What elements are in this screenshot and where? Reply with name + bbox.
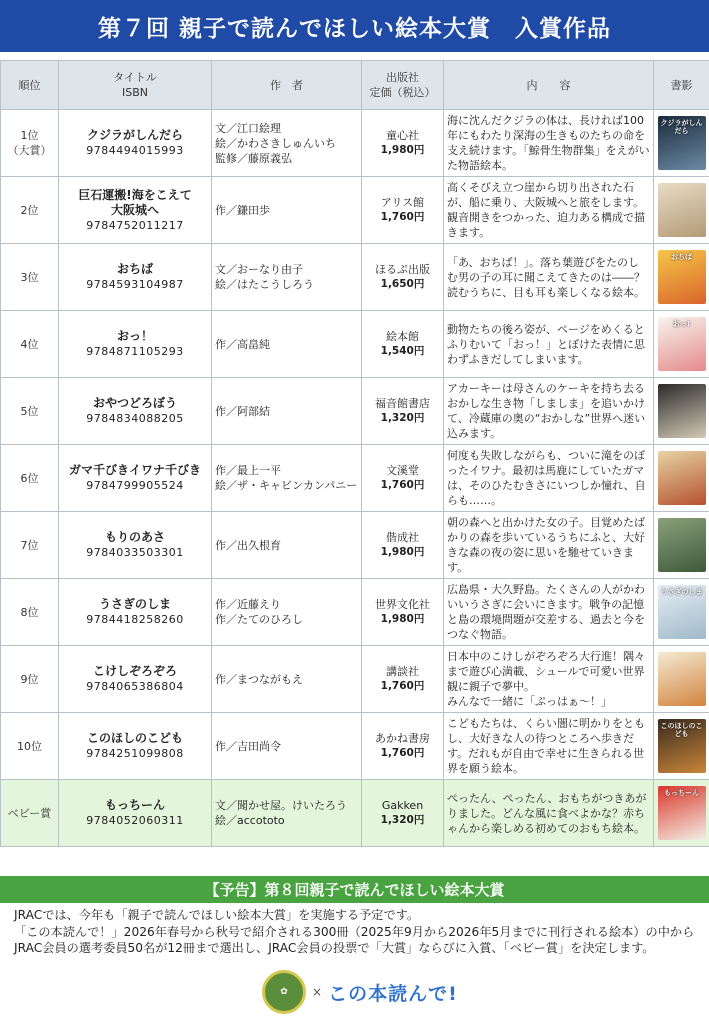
table-row: [1, 445, 709, 512]
cover-cell: [654, 177, 709, 244]
book-publisher: 偕成社: [386, 531, 419, 544]
rank-cell: [1, 311, 59, 378]
book-isbn: 9784834088205: [86, 412, 184, 425]
book-isbn: 9784065386804: [86, 680, 184, 693]
description-cell: [444, 311, 654, 378]
table-row: [1, 512, 709, 579]
title-cell: [59, 110, 212, 177]
cover-cell: [654, 110, 709, 177]
title-cell: [59, 512, 212, 579]
book-title: おっ！: [116, 329, 153, 343]
rank-text: 2位: [20, 203, 39, 217]
description-cell: [444, 110, 654, 177]
cover-cell: [654, 780, 709, 847]
author-cell: [212, 713, 362, 780]
cover-cell: [654, 378, 709, 445]
book-title: おちば: [116, 262, 153, 276]
table-row: [1, 177, 709, 244]
book-price: 1,650円: [380, 278, 425, 290]
title-cell: [59, 177, 212, 244]
jrac-emblem-icon: ✿: [262, 970, 306, 1014]
book-author: 文／聞かせ屋。けいたろう 絵／accototo: [215, 799, 347, 827]
header-title-label: タイトル: [113, 71, 157, 84]
cover-cell: [654, 579, 709, 646]
rank-cell: [1, 512, 59, 579]
publisher-cell: [362, 311, 444, 378]
publisher-cell: [362, 445, 444, 512]
book-publisher: 世界文化社: [375, 598, 430, 611]
book-cover-image: [658, 116, 706, 170]
book-cover-title: このほしのこども: [660, 722, 703, 738]
header-price-label: 定価（税込）: [369, 86, 436, 99]
book-publisher: 絵本館: [386, 330, 419, 343]
description-cell: [444, 579, 654, 646]
description-cell: [444, 244, 654, 311]
author-cell: [212, 311, 362, 378]
rank-text: 10位: [17, 739, 42, 753]
book-cover-image: [658, 317, 706, 371]
header-publisher: [362, 61, 444, 110]
announcement-line-2: 「この本読んで！」2026年春号から秋号で紹介される300冊（2025年9月から2026年5月までに刊行される絵本）の中からJRAC会員の選考委員50名が12冊まで選出し、JRAC会員の投票で「大賞」ならびに入賞、「ベビー賞」を決定します。: [14, 924, 695, 955]
description-cell: [444, 445, 654, 512]
book-cover-title: おちば: [671, 253, 692, 261]
cover-cell: [654, 311, 709, 378]
rank-cell: [1, 378, 59, 445]
book-description: 日本中のこけしがぞろぞろ大行進！隅々まで遊び心満載、シュールで可愛い世界観に親子で夢中。 みんなで一緒に「ぷっはぁ～！」: [447, 650, 645, 708]
author-cell: [212, 177, 362, 244]
book-cover-image: [658, 384, 706, 438]
book-title: このほしのこども: [86, 731, 183, 745]
rank-cell: [1, 713, 59, 780]
rank-text: 7位: [20, 538, 39, 552]
book-isbn: 9784052060311: [86, 814, 184, 827]
book-author: 作／高畠純: [215, 337, 270, 351]
rank-cell: [1, 579, 59, 646]
table-row: [1, 378, 709, 445]
rank-text: 8位: [20, 605, 39, 619]
book-author: 文／江口絵理 絵／かわさきしゅんいち 監修／藤原義弘: [215, 121, 336, 165]
publisher-cell: [362, 177, 444, 244]
book-cover-title: うさぎのしま: [660, 588, 703, 596]
rank-text: ベビー賞: [7, 806, 52, 820]
publisher-cell: [362, 780, 444, 847]
title-cell: [59, 378, 212, 445]
header-rank: 順位: [1, 61, 59, 110]
book-cover-image: [658, 585, 706, 639]
footer-logos: [262, 968, 462, 1016]
page-title: 第７回 親子で読んでほしい絵本大賞 入賞作品: [0, 0, 709, 52]
title-cell: [59, 646, 212, 713]
book-description: 海に沈んだクジラの体は、長ければ100年にもわたり深海の生きものたちの命を支え続けます。「鯨骨生物群集」をえがいた物語絵本。: [447, 114, 650, 172]
book-cover-title: もっちーん: [664, 789, 699, 797]
header-title: [59, 61, 212, 110]
publisher-cell: [362, 579, 444, 646]
book-author: 作／阿部結: [215, 404, 270, 418]
book-isbn: 9784799905524: [86, 479, 184, 492]
table-row: [1, 311, 709, 378]
cover-cell: [654, 713, 709, 780]
book-description: 動物たちの後ろ姿が、ページをめくるとふりむいて「おっ！」とぼけた表情に思わずふきだしてしまいます。: [447, 322, 645, 366]
book-cover-title: おっ!: [672, 320, 691, 328]
rank-text: 3位: [20, 270, 39, 284]
description-cell: [444, 177, 654, 244]
title-cell: [59, 713, 212, 780]
cover-cell: [654, 512, 709, 579]
book-title: 巨石運搬!海をこえて 大阪城へ: [78, 187, 192, 217]
header-isbn-label: ISBN: [121, 86, 148, 99]
book-price: 1,980円: [380, 613, 425, 625]
book-price: 1,320円: [380, 814, 425, 826]
table-row: [1, 579, 709, 646]
publisher-cell: [362, 646, 444, 713]
publisher-cell: [362, 512, 444, 579]
announcement-body: [14, 907, 704, 957]
book-title: もっちーん: [104, 798, 165, 812]
book-author: 作／吉田尚令: [215, 739, 281, 753]
book-author: 作／出久根育: [215, 538, 281, 552]
book-publisher: ほるぷ出版: [375, 263, 430, 276]
rank-text: 4位: [20, 337, 39, 351]
cover-cell: [654, 646, 709, 713]
book-publisher: Gakken: [381, 799, 424, 812]
title-cell: [59, 579, 212, 646]
rank-cell: [1, 780, 59, 847]
book-description: こどもたちは、くらい闇に明かりをともし、大好きな人の待つところへ歩きだす。だれもが自由で幸せに生きられる世界を願う絵本。: [447, 717, 645, 775]
header-cover: 書影: [654, 61, 709, 110]
rank-cell: [1, 244, 59, 311]
book-price: 1,760円: [380, 479, 425, 491]
title-cell: [59, 311, 212, 378]
author-cell: [212, 780, 362, 847]
description-cell: [444, 512, 654, 579]
rank-text: 9位: [20, 672, 39, 686]
announcement-title: 【予告】第８回親子で読んでほしい絵本大賞: [0, 876, 709, 903]
table-row: [1, 780, 709, 847]
book-publisher: あかね書房: [375, 732, 430, 745]
book-cover-image: [658, 652, 706, 706]
book-price: 1,760円: [380, 211, 425, 223]
book-isbn: 9784593104987: [86, 278, 184, 291]
title-cell: [59, 780, 212, 847]
header-content: 内 容: [444, 61, 654, 110]
table-header-row: [1, 61, 709, 110]
rank-text: 5位: [20, 404, 39, 418]
book-publisher: 童心社: [386, 129, 419, 142]
rank-cell: [1, 445, 59, 512]
rank-cell: [1, 110, 59, 177]
book-isbn: 9784494015993: [86, 144, 184, 157]
book-description: 朝の森へと出かけた女の子。目覚めたばかりの森を歩いているうちにふと、大好きな森の夜の姿に思いを馳せていきます。: [447, 516, 645, 574]
rank-cell: [1, 177, 59, 244]
book-publisher: 文溪堂: [386, 464, 419, 477]
book-description: 「あ、おちば！」。落ち葉遊びをたのしむ男の子の耳に聞こえてきたのは――？読むうちに、目も耳も楽しくなる絵本。: [447, 255, 645, 299]
book-isbn: 9784033503301: [86, 546, 184, 559]
book-publisher: アリス館: [380, 196, 425, 209]
cover-cell: [654, 445, 709, 512]
book-publisher: 福音館書店: [375, 397, 430, 410]
book-description: アカーキーは母さんのケーキを持ち去るおかしな生き物「しましま」を追いかけて、冷蔵庫の奥の“おかしな”世界へ迷い込みます。: [447, 382, 646, 440]
author-cell: [212, 110, 362, 177]
book-price: 1,980円: [380, 144, 425, 156]
book-cover-image: [658, 451, 706, 505]
header-author: 作 者: [212, 61, 362, 110]
description-cell: [444, 713, 654, 780]
book-cover-image: [658, 786, 706, 840]
author-cell: [212, 512, 362, 579]
book-isbn: 9784418258260: [86, 613, 184, 626]
header-publisher-label: 出版社: [386, 71, 419, 84]
book-title: クジラがしんだら: [86, 128, 183, 142]
awards-table: [0, 60, 709, 847]
author-cell: [212, 445, 362, 512]
book-author: 作／まつながもえ: [215, 672, 303, 686]
publisher-cell: [362, 378, 444, 445]
book-title: ガマ千びきイワナ千びき: [68, 463, 201, 477]
table-row: [1, 244, 709, 311]
title-cell: [59, 244, 212, 311]
book-price: 1,760円: [380, 747, 425, 759]
publisher-cell: [362, 713, 444, 780]
book-description: 何度も失敗しながらも、ついに滝をのぼったイワナ。最初は馬鹿にしていたガマは、そのひたむきさにいつしか憧れ、自らも……。: [447, 449, 646, 507]
table-row: [1, 713, 709, 780]
publisher-cell: [362, 244, 444, 311]
author-cell: [212, 378, 362, 445]
book-cover-image: [658, 250, 706, 304]
book-description: 高くそびえ立つ崖から切り出された石が、船に乗り、大阪城へと旅をします。観音開きをつかった、迫力ある構成で描きます。: [447, 181, 645, 239]
book-title: こけしぞろぞろ: [92, 664, 177, 678]
description-cell: [444, 780, 654, 847]
book-author: 作／鎌田歩: [215, 203, 270, 217]
book-author: 文／おーなり由子 絵／はたこうしろう: [215, 263, 314, 291]
publisher-cell: [362, 110, 444, 177]
brand-logo: この本読んで!: [328, 982, 458, 1005]
book-price: 1,980円: [380, 546, 425, 558]
book-isbn: 9784752011217: [86, 218, 184, 232]
book-price: 1,320円: [380, 412, 425, 424]
book-cover-image: [658, 183, 706, 237]
book-author: 作／近藤えり 作／たてのひろし: [215, 598, 303, 626]
cover-cell: [654, 244, 709, 311]
announcement-line-1: JRACでは、今年も「親子で読んでほしい絵本大賞」を実施する予定です。: [14, 908, 420, 922]
author-cell: [212, 646, 362, 713]
times-sign: ×: [312, 985, 323, 999]
table-row: [1, 110, 709, 177]
book-description: ぺったん、ぺったん、おもちがつきあがりました。どんな風に食べよかな？赤ちゃんから楽しめる初めてのおもち絵本。: [447, 791, 647, 835]
book-price: 1,760円: [380, 680, 425, 692]
book-cover-title: クジラがしんだら: [660, 119, 703, 135]
author-cell: [212, 244, 362, 311]
book-publisher: 講談社: [386, 665, 419, 678]
table-row: [1, 646, 709, 713]
book-description: 広島県・大久野島。たくさんの人がかわいいうさぎに会いにきます。戦争の記憶と島の環境問題が交差する、過去と今をつなぐ物語。: [447, 583, 645, 641]
book-title: おやつどろぼう: [92, 396, 177, 410]
rank-cell: [1, 646, 59, 713]
book-cover-image: [658, 719, 706, 773]
description-cell: [444, 378, 654, 445]
description-cell: [444, 646, 654, 713]
book-title: うさぎのしま: [98, 597, 171, 611]
book-author: 作／最上一平 絵／ザ・キャビンカンパニー: [215, 464, 358, 492]
book-cover-image: [658, 518, 706, 572]
book-title: もりのあさ: [104, 530, 165, 544]
title-cell: [59, 445, 212, 512]
book-isbn: 9784871105293: [86, 345, 184, 358]
book-price: 1,540円: [380, 345, 425, 357]
rank-text: 1位 （大賞）: [7, 129, 52, 157]
rank-text: 6位: [20, 471, 39, 485]
book-isbn: 9784251099808: [86, 747, 184, 760]
author-cell: [212, 579, 362, 646]
